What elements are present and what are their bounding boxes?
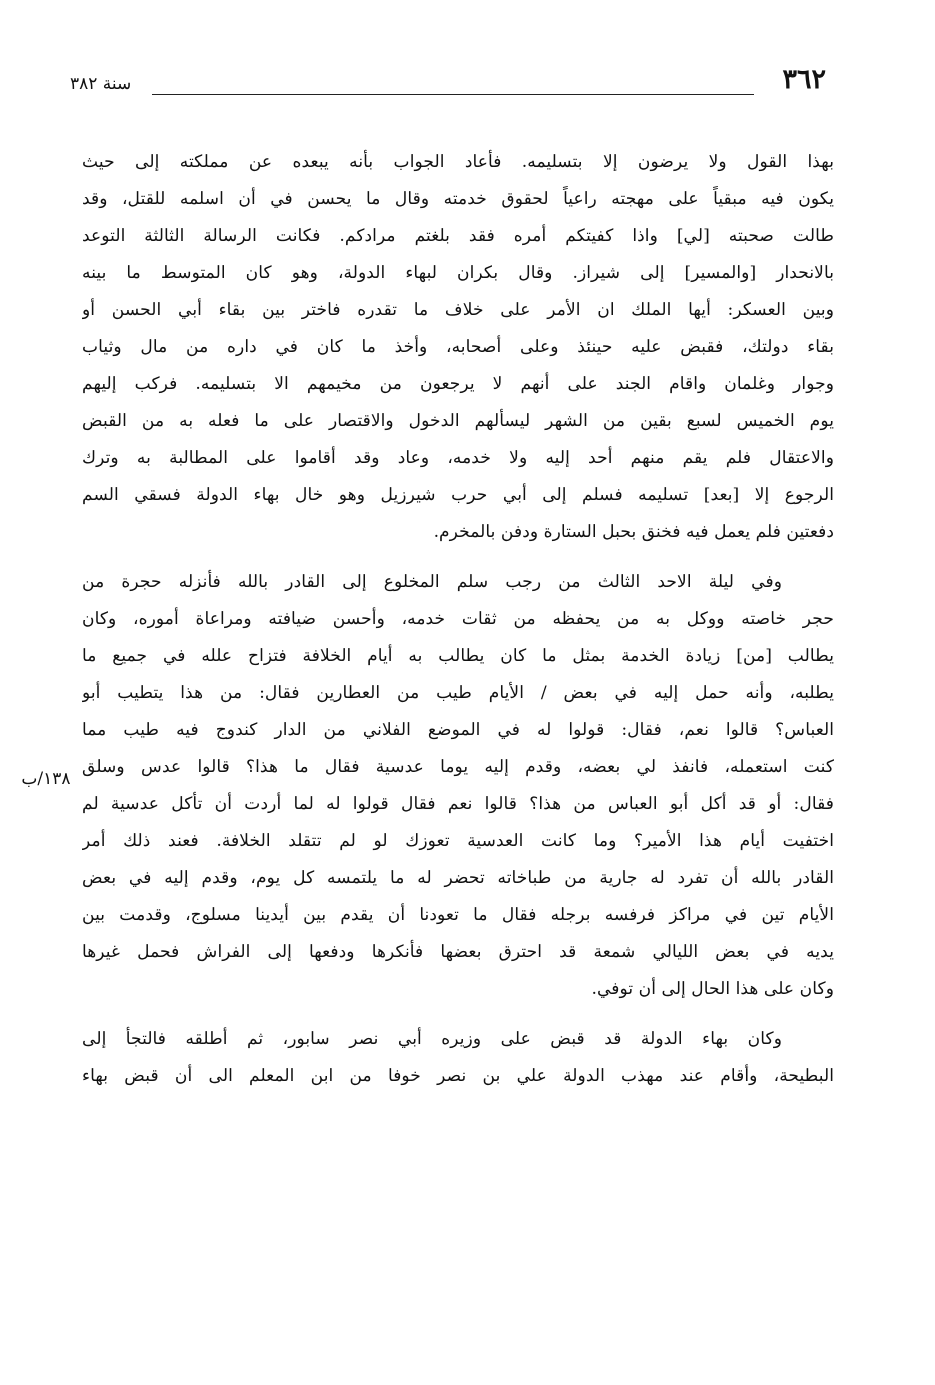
paragraph (82, 564, 834, 1008)
text-line: وكان على هذا الحال إلى أن توفي. (591, 979, 834, 999)
page-header (70, 64, 826, 106)
text-line: البطيحة، وأقام عند مهذب الدولة علي بن نصر خوفا من ابن المعلم الى أن قبض بهاء (82, 1066, 834, 1086)
text-line: يطلبه، وأنه حمل إليه في بعض / الأيام طيب من العطارين فقال: من هذا يتطيب أبو (82, 683, 834, 703)
text-line: القادر بالله أن تفرد له جارية من طباخاته تحضر له ما يلتمسه كل يوم، وقدم إليه في بعض (82, 868, 834, 888)
text-line: يطالب [من] زيادة الخدمة بمثل ما كان يطالب به أيام الخلافة فتزاح علله في جميع ما (82, 646, 834, 666)
text-line: دفعتين فلم يعمل فيه فخنق بحبل الستارة ودفن بالمخرم. (433, 522, 834, 542)
text-line: والاعتقال فلم يقم منهم أحد إليه ولا خدمه، وعاد وقد أقاموا على المطالبة به وترك (82, 448, 834, 468)
text-line: حجر خاصته ووكل به من يحفظه من ثقات خدمه، وأحسن ضيافته ومراعاة أموره، وكان (82, 609, 834, 629)
text-line: بالانحدار [والمسير] إلى شيراز. وقال بكران لبهاء الدولة، وهو كان المتوسط ما بينه (82, 263, 834, 283)
paragraph-gap (82, 1008, 834, 1021)
text-line: الرجوع إلا [بعد] تسليمه فسلم إلى أبي حرب شيرزيل وهو خال بهاء الدولة فسقي السم (82, 485, 834, 505)
text-line: كنت استعمله، فانفذ لي بعضه، وقدم إليه يوما عدسية فقال ما هذا؟ قالوا عدس وسلق (82, 757, 834, 777)
page-number: ٣٦٢ (782, 64, 826, 95)
text-line: فقال: أو قد أكل أبو العباس من هذا؟ قالوا نعم فقال قولوا له لما أردت أن تأكل عدسية لم (82, 794, 834, 814)
text-line: وجوار وغلمان واقام الجند على أنهم لا يرجعون من مخيمهم الا بتسليمه. فركب إليهم (82, 374, 834, 394)
text-line: وفي ليلة الاحد الثالث من رجب سلم المخلوع إلى القادر بالله فأنزله حجرة من (82, 572, 782, 592)
text-line: طالت صحبته [لي] واذا كفيتكم أمره فقد بلغتم مرادكم. فكانت الرسالة الثالثة التوعد (82, 226, 834, 246)
text-line: وكان بهاء الدولة قد قبض على وزيره أبي نصر سابور، ثم أطلقه فالتجأ إلى (82, 1029, 782, 1049)
text-line: بهذا القول ولا يرضون إلا بتسليمه. فأعاد الجواب بأنه يبعده عن مملكته إلى حيث (82, 152, 834, 172)
text-line: الأيام تين في مراكز فرفسه برجله فقال ما تعودنا أن يقدم بين أيدينا مسلوج، وقدمت بين (82, 905, 834, 925)
manuscript-folio-note: ١٣٨/ب (21, 769, 71, 789)
text-line: يديه في بعض الليالي شمعة قد احترق بعضها فأنكرها ودفعها إلى الفراش فحمل غيرها (82, 942, 834, 962)
paragraph-gap (82, 551, 834, 564)
text-line: اختفيت أيام هذا الأمير؟ وما كانت العدسية تعوزك لو لم تتقلد الخلافة. فعند ذلك أمر (82, 831, 834, 851)
running-head-year: سنة ٣٨٢ (70, 74, 132, 94)
text-line: وبين العسكر: أيها الملك ان الأمر على خلاف ما تقدره فاختر بين بقاء أبي الحسن أو (82, 300, 834, 320)
text-line: بقاء دولتك، فقبض عليه حينئذ وعلى أصحابه، وأخذ ما كان في داره من مال وثياب (82, 337, 834, 357)
header-rule (152, 94, 754, 95)
text-line: يوم الخميس لسبع بقين من الشهر ليسألهم الدخول والاقتصار على ما فعله به من القبض (82, 411, 834, 431)
text-line: العباس؟ قالوا نعم، فقال: قولوا له في الموضع الفلاني من الدار كندوج فيه طيب مما (82, 720, 834, 740)
body-text (82, 144, 834, 1095)
paragraph (82, 144, 834, 551)
paragraph (82, 1021, 834, 1095)
text-line: يكون فيه مبقياً على مهجته راعياً لحقوق خدمته وقال ما يحسن في أن اسلمه للقتل، وقد (82, 189, 834, 209)
